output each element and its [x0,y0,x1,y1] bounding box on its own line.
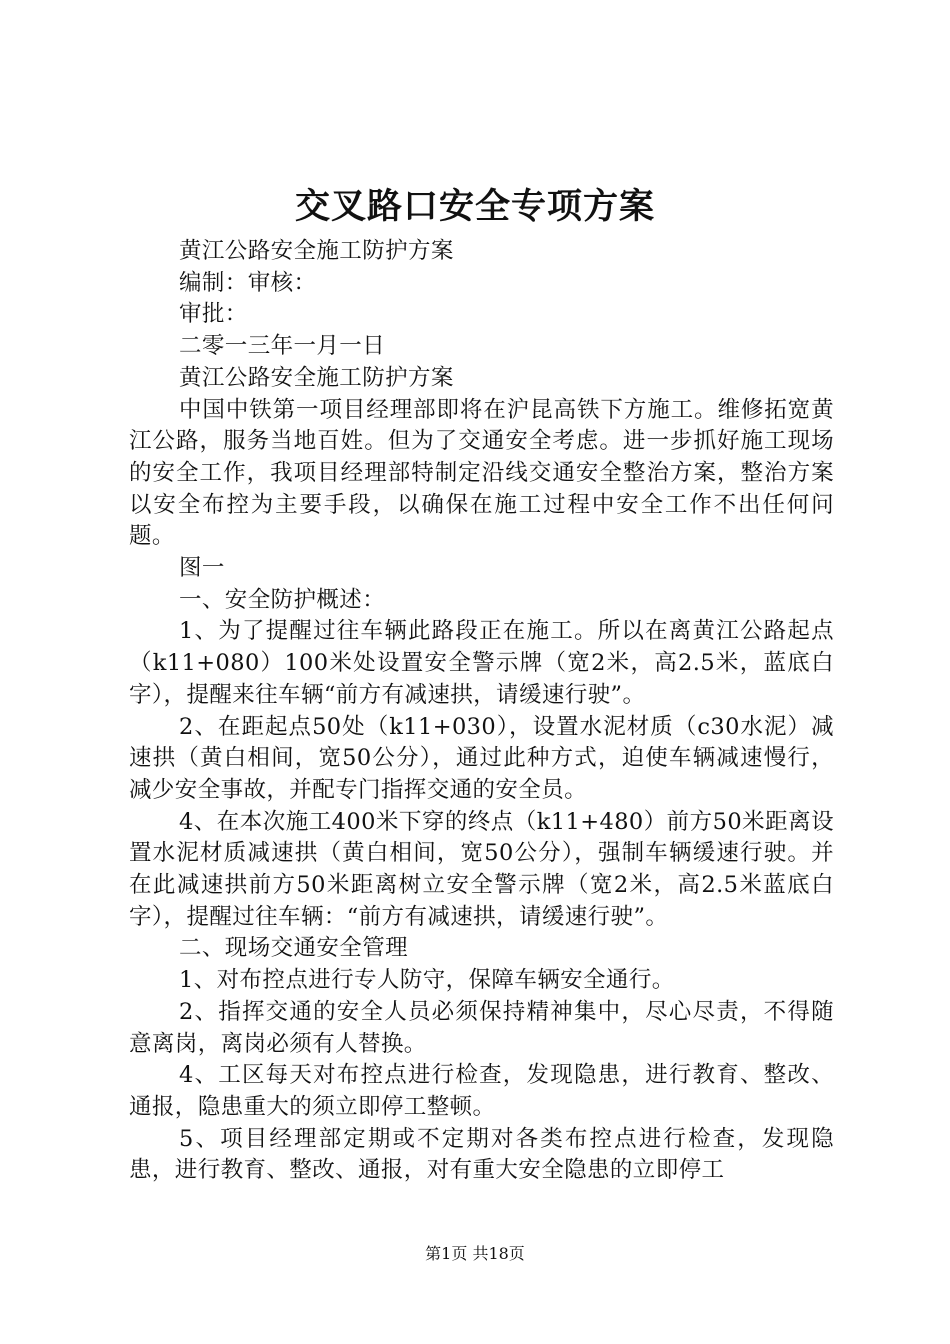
paragraph: 二、现场交通安全管理 [179,935,409,962]
document-body [129,236,834,1187]
paragraph: 黄江公路安全施工防护方案 [179,238,454,264]
paragraph: 2、指挥交通的安全人员必须保持精神集中，尽心尽责，不得随意离岗，离岗必须有人替换。 [129,998,834,1057]
paragraph: 2、在距起点50处（k11+030），设置水泥材质（c30水泥）减速拱（黄白相间，宽50公分），通过此种方式，迫使车辆减速慢行，减少安全事故，并配专门指挥交通的安全员。 [129,713,834,803]
paragraph: 审批： [179,301,248,328]
paragraph: 编制：审核： [179,269,317,296]
paragraph: 5、项目经理部定期或不定期对各类布控点进行检查，发现隐患，进行教育、整改、通报，对有重大安全隐患的立即停工 [129,1125,834,1184]
paragraph: 1、为了提醒过往车辆此路段正在施工。所以在离黄江公路起点（k11+080）100米处设置安全警示牌（宽2米，高2.5米，蓝底白字），提醒来往车辆“前方有减速拱，请缓速行驶”。 [129,618,834,708]
paragraph: 一、安全防护概述： [179,586,386,613]
document-title: 交叉路口安全专项方案 [294,186,655,227]
paragraph: 黄江公路安全施工防护方案 [179,364,454,391]
page-footer: 第1页 共18页 [425,1244,525,1263]
paragraph: 图一 [179,555,225,582]
paragraph: 1、对布控点进行专人防守，保障车辆安全通行。 [179,967,675,994]
paragraph: 中国中铁第一项目经理部即将在沪昆高铁下方施工。维修拓宽黄江公路，服务当地百姓。但为了交通安全考虑。进一步抓好施工现场的安全工作，我项目经理部特制定沿线交通安全整治方案，整治方案以安全布控为主要手段，以确保在施工过程中安全工作不出任何问题。 [129,396,834,550]
paragraph: 4、工区每天对布控点进行检查，发现隐患，进行教育、整改、通报，隐患重大的须立即停工整顿。 [129,1062,834,1120]
paragraph: 二零一三年一月一日 [179,333,386,360]
paragraph: 4、在本次施工400米下穿的终点（k11+480）前方50米距离设置水泥材质减速拱（黄白相间，宽50公分），强制车辆缓速行驶。并在此减速拱前方50米距离树立安全警示牌（宽2米，高2.5米蓝底白字），提醒过往车辆：“前方有减速拱，请缓速行驶”。 [129,808,834,930]
